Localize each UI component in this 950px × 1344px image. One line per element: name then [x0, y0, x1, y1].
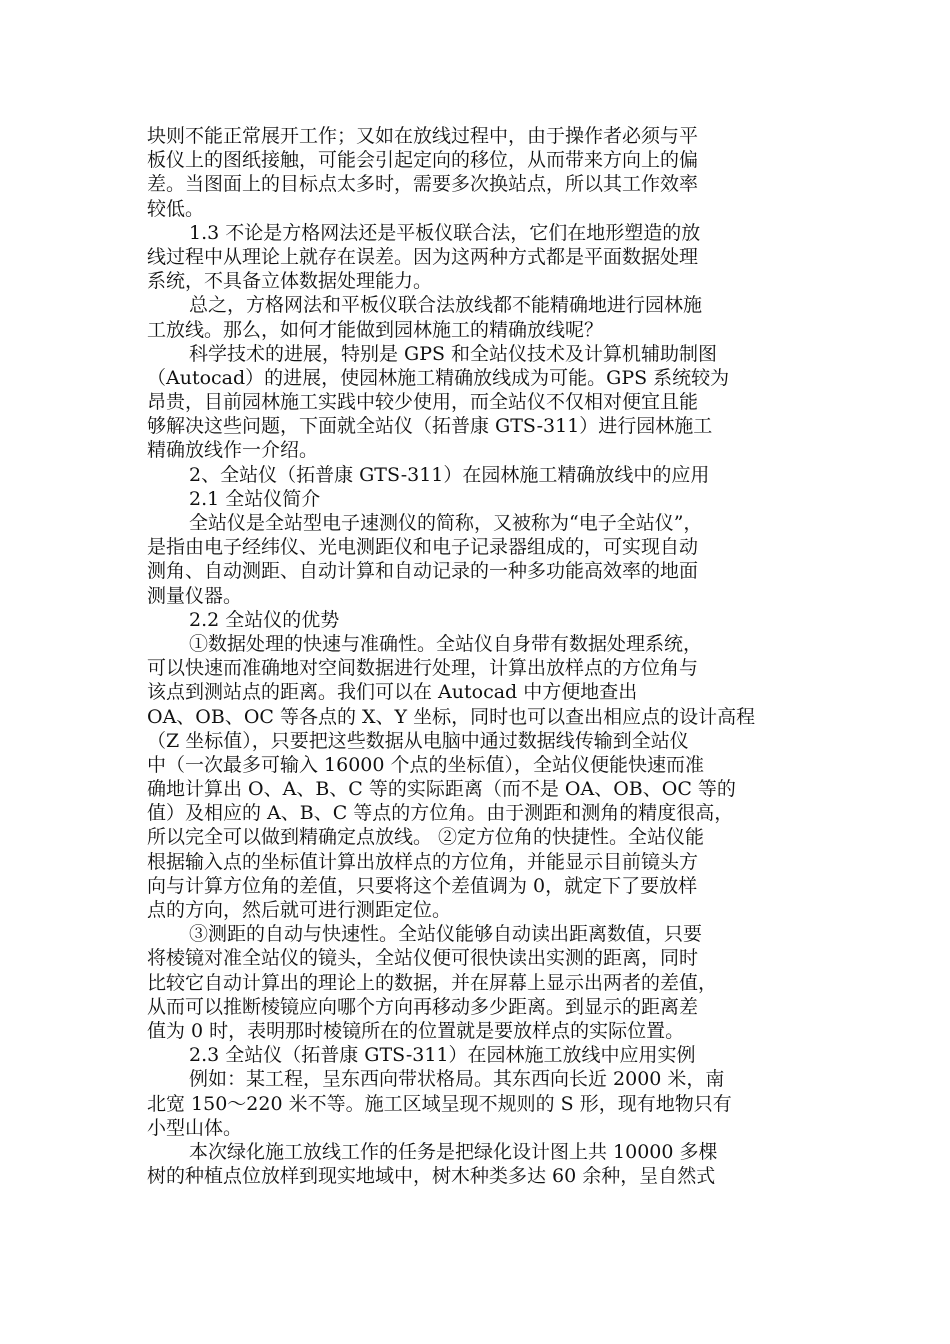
- text-line: 树的种植点位放样到现实地域中，树木种类多达 60 余种，呈自然式: [147, 1165, 716, 1188]
- text-line: 差。当图面上的目标点太多时，需要多次换站点，所以其工作效率: [147, 173, 699, 196]
- text-line: 工放线。那么，如何才能做到园林施工的精确放线呢？: [147, 318, 604, 341]
- text-line: 所以完全可以做到精确定点放线。 ②定方位角的快捷性。全站仪能: [147, 826, 705, 849]
- text-line: 北宽 150～220 米不等。施工区域呈现不规则的 S 形，现有地物只有: [147, 1092, 732, 1115]
- text-line: 线过程中从理论上就存在误差。因为这两种方式都是平面数据处理: [147, 245, 699, 268]
- text-line: 系统，不具备立体数据处理能力。: [147, 270, 433, 293]
- text-line: 科学技术的进展，特别是 GPS 和全站仪技术及计算机辅助制图: [189, 342, 718, 365]
- text-line: 可以快速而准确地对空间数据进行处理，计算出放样点的方位角与: [147, 657, 699, 680]
- text-line: 根据输入点的坐标值计算出放样点的方位角，并能显示目前镜头方: [147, 850, 699, 873]
- text-line: 2.2 全站仪的优势: [189, 608, 340, 631]
- text-line: 测角、自动测距、自动计算和自动记录的一种多功能高效率的地面: [147, 560, 699, 583]
- text-line: 值为 0 时，表明那时棱镜所在的位置就是要放样点的实际位置。: [147, 1019, 685, 1042]
- text-line: 点的方向，然后就可进行测距定位。: [147, 899, 452, 921]
- text-line: 从而可以推断棱镜应向哪个方向再移动多少距离。到显示的距离差: [147, 995, 699, 1018]
- text-line: （Autocad）的进展，使园林施工精确放线成为可能。GPS 系统较为: [147, 366, 730, 389]
- text-line: 块则不能正常展开工作；又如在放线过程中，由于操作者必须与平: [147, 125, 699, 147]
- text-line: 够解决这些问题，下面就全站仪（拓普康 GTS-311）进行园林施工: [147, 415, 713, 438]
- text-line: 2.1 全站仪简介: [189, 487, 321, 510]
- text-line: 向与计算方位角的差值，只要将这个差值调为 0，就定下了要放样: [147, 874, 698, 897]
- text-line: 总之，方格网法和平板仪联合法放线都不能精确地进行园林施: [189, 294, 703, 317]
- text-line: 精确放线作一介绍。: [147, 439, 319, 462]
- text-line: ③测距的自动与快速性。全站仪能够自动读出距离数值，只要: [189, 923, 703, 946]
- text-line: 较低。: [147, 197, 205, 220]
- text-line: 小型山体。: [147, 1116, 243, 1139]
- text-line: 值）及相应的 A、B、C 等点的方位角。由于测距和测角的精度很高，: [147, 802, 734, 825]
- text-line: 将棱镜对准全站仪的镜头，全站仪便可很快读出实测的距离，同时: [147, 947, 699, 970]
- text-line: 中（一次最多可输入 16000 个点的坐标值），全站仪便能快速而准: [147, 753, 705, 776]
- text-line: 2.3 全站仪（拓普康 GTS-311）在园林施工放线中应用实例: [189, 1044, 696, 1067]
- text-line: ①数据处理的快速与准确性。全站仪自身带有数据处理系统，: [189, 632, 703, 655]
- text-line: （Z 坐标值），只要把这些数据从电脑中通过数据线传输到全站仪: [147, 729, 689, 752]
- document-body: [147, 124, 807, 1188]
- text-line: 例如：某工程，呈东西向带状格局。其东西向长近 2000 米，南: [189, 1068, 725, 1091]
- text-line: 测量仪器。: [147, 584, 243, 607]
- text-line: 确地计算出 O、A、B、C 等的实际距离（而不是 OA、OB、OC 等的: [147, 778, 736, 801]
- text-line: OA、OB、OC 等各点的 X、Y 坐标，同时也可以查出相应点的设计高程: [147, 705, 756, 728]
- text-line: 1.3 不论是方格网法还是平板仪联合法，它们在地形塑造的放: [189, 221, 701, 244]
- text-line: 该点到测站点的距离。我们可以在 Autocad 中方便地查出: [147, 681, 638, 704]
- text-line: 本次绿化施工放线工作的任务是把绿化设计图上共 10000 多棵: [189, 1140, 718, 1163]
- text-line: 是指由电子经纬仪、光电测距仪和电子记录器组成的，可实现自动: [147, 536, 699, 559]
- text-line: 昂贵，目前园林施工实践中较少使用，而全站仪不仅相对便宜且能: [147, 391, 699, 414]
- text-line: 全站仪是全站型电子速测仪的简称，又被称为“电子全站仪”，: [189, 512, 703, 534]
- text-line: 比较它自动计算出的理论上的数据，并在屏幕上显示出两者的差值，: [147, 971, 718, 994]
- text-line: 板仪上的图纸接触，可能会引起定向的移位，从而带来方向上的偏: [147, 149, 699, 172]
- text-line: 2、全站仪（拓普康 GTS-311）在园林施工精确放线中的应用: [189, 463, 710, 486]
